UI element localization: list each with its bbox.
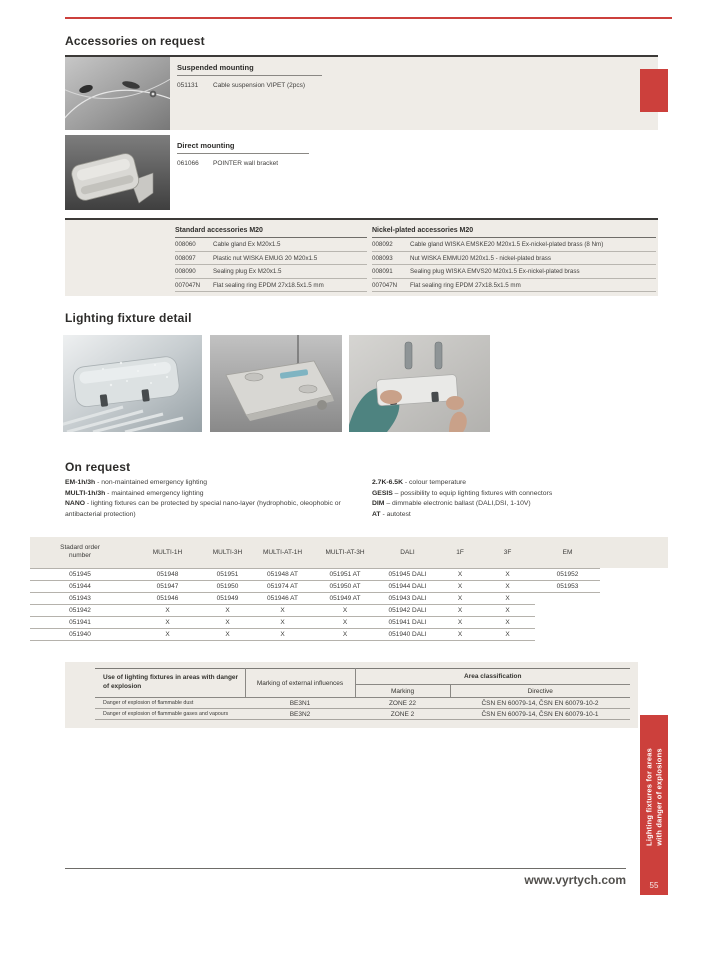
option-desc: - maintained emergency lighting [105, 489, 204, 497]
cell: X [440, 568, 480, 580]
cell: X [480, 616, 535, 628]
cell: 051941 [30, 616, 130, 628]
table-row [95, 698, 630, 709]
cell: 051941 DALI [375, 616, 440, 628]
panel-title: Suspended mounting [177, 63, 254, 72]
cell-code: 008060 [175, 241, 196, 248]
cell-filler [600, 592, 668, 604]
cell-desc: Sealing plug WISKA EMVS20 M20x1.5 Ex-nickel-plated brass [410, 268, 580, 275]
option-desc: - colour temperature [402, 479, 467, 486]
option-desc: - non-maintained emergency lighting [95, 479, 208, 486]
option-desc: – possibility to equip lighting fixtures with connectors [392, 489, 553, 497]
on-request-left-column [65, 478, 367, 520]
cell: ZONE 2 [355, 709, 450, 720]
cell: 051946 AT [250, 592, 315, 604]
accessory-code: 051131 [177, 82, 199, 89]
cell-filler [600, 616, 668, 628]
photo-wet-fixture [63, 335, 202, 432]
cell: X [440, 616, 480, 628]
cell-desc: Plastic nut WISKA EMUG 20 M20x1.5 [213, 254, 318, 262]
page-number: 55 [649, 881, 659, 890]
suspended-mounting-panel [65, 55, 658, 130]
order-row [30, 580, 668, 592]
option-term: MULTI-1h/3h [65, 489, 106, 497]
cell: 051974 AT [250, 580, 315, 592]
cell: X [250, 604, 315, 616]
photo-wall-bracket-fixture [65, 135, 170, 210]
on-request-right-column [372, 478, 668, 520]
col-header: Area classification [355, 669, 630, 685]
cell: 051949 AT [315, 592, 375, 604]
cell: X [480, 568, 535, 580]
cell-code: 008097 [175, 254, 196, 262]
option-term: DIM [372, 500, 385, 507]
cell-filler [600, 568, 668, 580]
cell-desc: Flat sealing ring EPDM 27x18.5x1.5 mm [410, 281, 521, 289]
order-row [30, 604, 668, 616]
top-red-rule [65, 17, 672, 19]
col-header: 3F [480, 537, 535, 568]
cell: ZONE 22 [355, 698, 450, 709]
cell-desc: Cable gland WISKA EMSKE20 M20x1.5 Ex-nickel-plated brass (8 Nm) [410, 241, 604, 248]
cell: 051944 [30, 580, 130, 592]
table-row [175, 279, 367, 293]
cell: 051944 DALI [375, 580, 440, 592]
cell: 051950 AT [315, 580, 375, 592]
col-header: DALI [375, 537, 440, 568]
cell-desc: Nut WISKA EMMU20 M20x1.5 - nickel-plated brass [410, 254, 551, 262]
cell-code: 008092 [372, 241, 393, 248]
table-row [372, 265, 656, 279]
header-row [95, 669, 630, 685]
option-desc: - lighting fixtures can be protected by special nano-layer (hydrophobic, oleophobic or antibacterial protection) [65, 500, 341, 518]
col-header: MULTI-AT-3H [315, 537, 375, 568]
col-subheader: Marking [355, 685, 450, 698]
col-subheader: Directive [450, 685, 630, 698]
cell: 051946 [130, 592, 205, 604]
cell: X [205, 616, 250, 628]
website-link[interactable]: www.vyrtych.com [524, 873, 626, 887]
table-row [175, 265, 367, 279]
cell-code: 008091 [372, 268, 393, 275]
cell: X [205, 628, 250, 640]
cell: BE3N1 [245, 698, 355, 709]
cell: ČSN EN 60079-14, ČSN EN 60079-10-2 [450, 698, 630, 709]
cell-desc: Cable gland Ex M20x1.5 [213, 241, 281, 248]
table-row [175, 252, 367, 266]
cell-filler [600, 604, 668, 616]
col-header: Stadard order number [30, 537, 130, 568]
col-header: EM [535, 537, 600, 568]
cell-code: 007047N [175, 281, 201, 289]
cell: 051945 DALI [375, 568, 440, 580]
cell-code: 008093 [372, 254, 393, 262]
cell: X [440, 604, 480, 616]
accessory-row [177, 158, 637, 169]
cell-filler [600, 628, 668, 640]
accessory-desc: Cable suspension VIPET (2pcs) [213, 82, 306, 89]
cell: X [440, 580, 480, 592]
footer-rule [65, 868, 626, 869]
cell: 051943 DALI [375, 592, 440, 604]
cell: X [440, 628, 480, 640]
chapter-label [644, 717, 664, 877]
col-header: Marking of external influences [245, 669, 355, 698]
cell: 051948 [130, 568, 205, 580]
cell-em [535, 616, 600, 628]
cell: 051948 AT [250, 568, 315, 580]
option-term: AT [372, 510, 381, 518]
cell: X [130, 616, 205, 628]
cell: X [130, 628, 205, 640]
cell-em: 051953 [535, 580, 600, 592]
header-row [30, 537, 668, 568]
cell-code: 007047N [372, 281, 398, 289]
on-request-heading: On request [65, 460, 131, 474]
order-numbers-table [30, 537, 668, 641]
explosion-classification-panel [65, 662, 638, 728]
col-header: 1F [440, 537, 480, 568]
cell: 051940 DALI [375, 628, 440, 640]
option-term: NANO [65, 500, 86, 507]
chapter-label-line2: with danger of explosions [654, 748, 663, 846]
cell: X [480, 604, 535, 616]
fixture-detail-heading: Lighting fixture detail [65, 311, 192, 325]
direct-mounting-panel [65, 135, 658, 210]
accessory-code: 061066 [177, 160, 199, 167]
cell-em [535, 628, 600, 640]
cell: 051951 [205, 568, 250, 580]
cell: 051943 [30, 592, 130, 604]
cell: BE3N2 [245, 709, 355, 720]
photo-hands-mounting-fixture [349, 335, 490, 432]
option-term: EM-1h/3h [65, 479, 96, 486]
cell: Danger of explosion of flammable gases and vapours [95, 709, 245, 720]
option-desc: – dimmable electronic ballast (DALI,DSI, 1-10V) [384, 500, 531, 507]
cell-desc: Flat sealing ring EPDM 27x18.5x1.5 mm [213, 281, 324, 289]
table-title: Nickel-plated accessories M20 [372, 227, 656, 238]
chapter-label-line1: Lighting fixtures for areas [644, 748, 654, 846]
red-edge-tab-top [640, 69, 668, 112]
option-desc: - autotest [380, 510, 411, 518]
m20-accessories-panel [65, 218, 658, 296]
chapter-side-tab [640, 715, 668, 895]
cell-filler [600, 580, 668, 592]
header-filler [600, 537, 668, 568]
explosion-classification-table [95, 668, 630, 720]
cell: X [205, 604, 250, 616]
title-rule [177, 75, 322, 76]
table-row [175, 238, 367, 252]
option-term: GESIS [372, 489, 393, 497]
order-row [30, 592, 668, 604]
cell: X [315, 628, 375, 640]
title-rule [177, 153, 309, 154]
order-row [30, 568, 668, 580]
panel-title: Direct mounting [177, 141, 235, 150]
accessory-desc: POINTER wall bracket [213, 160, 279, 167]
table-row [372, 279, 656, 293]
cell: 051949 [205, 592, 250, 604]
table-row [95, 709, 630, 720]
cell: X [250, 628, 315, 640]
col-header: MULTI-3H [205, 537, 250, 568]
accessories-heading: Accessories on request [65, 34, 205, 48]
cell: X [130, 604, 205, 616]
cell-em: 051952 [535, 568, 600, 580]
cell: Danger of explosion of flammable dust [95, 698, 245, 709]
col-header: MULTI-1H [130, 537, 205, 568]
table-row [372, 252, 656, 266]
order-row [30, 616, 668, 628]
option-term: 2.7K-6.5K [372, 479, 403, 486]
cell: X [480, 580, 535, 592]
table-row [372, 238, 656, 252]
cell-desc: Sealing plug Ex M20x1.5 [213, 268, 282, 275]
cell-code: 008090 [175, 268, 196, 275]
cell: 051951 AT [315, 568, 375, 580]
standard-accessories-table [175, 227, 367, 292]
cell-em [535, 592, 600, 604]
order-row [30, 628, 668, 640]
cell: X [315, 616, 375, 628]
cell: 051942 [30, 604, 130, 616]
cell: X [480, 628, 535, 640]
cell: 051945 [30, 568, 130, 580]
cell: 051940 [30, 628, 130, 640]
accessory-row [177, 80, 637, 91]
col-header: MULTI-AT-1H [250, 537, 315, 568]
cell: 051950 [205, 580, 250, 592]
cell: X [480, 592, 535, 604]
cell: 051947 [130, 580, 205, 592]
cell: 051942 DALI [375, 604, 440, 616]
photo-cable-suspension [65, 57, 170, 130]
cell-em [535, 604, 600, 616]
cell: X [250, 616, 315, 628]
table-title: Standard accessories M20 [175, 227, 367, 238]
cell: ČSN EN 60079-14, ČSN EN 60079-10-1 [450, 709, 630, 720]
col-header: Use of lighting fixtures in areas with danger of explosion [95, 669, 245, 698]
cell: X [315, 604, 375, 616]
photo-suspended-fixture [210, 335, 342, 432]
cell: X [440, 592, 480, 604]
nickel-accessories-table [372, 227, 656, 292]
